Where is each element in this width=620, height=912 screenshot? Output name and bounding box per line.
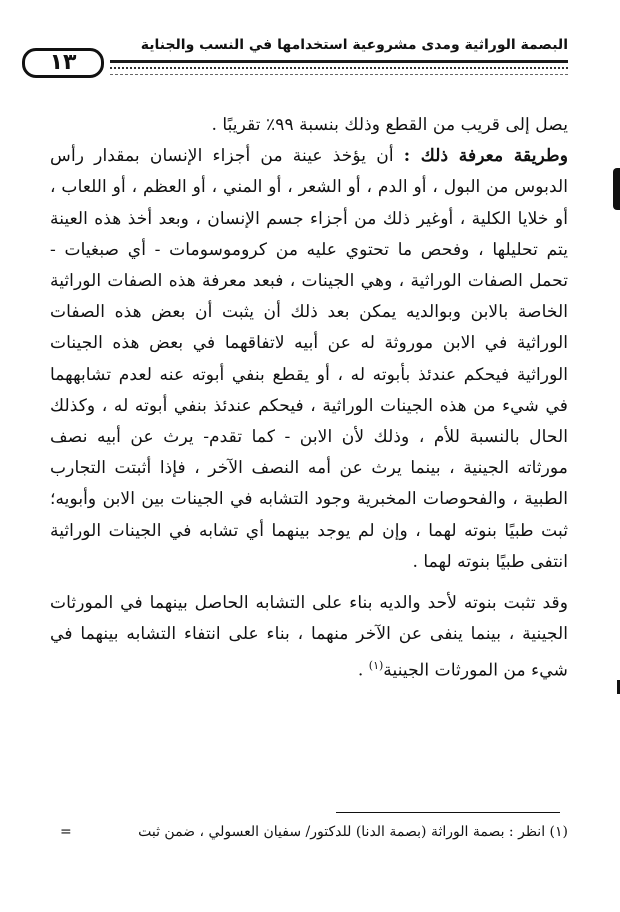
paragraph-3-end: . (357, 661, 369, 682)
page-number-badge (22, 48, 104, 78)
paragraph-1-text: يصل إلى قريب من القطع وذلك بنسبة ٩٩٪ تقريبًا . (211, 115, 568, 135)
header-dashed-rule (110, 74, 568, 75)
footnote-separator (336, 812, 560, 813)
paragraph-2-lead: وطريقة معرفة ذلك : (403, 146, 568, 167)
paragraph-1 (50, 110, 568, 141)
paragraph-2 (50, 141, 568, 578)
footnote-ref: (١) (368, 659, 384, 673)
paragraph-3-text: وقد تثبت بنوته لأحد والديه بناء على التشابه الحاصل بينهما في المورثات الجينية ، بينما ينفى عن الآخر منهما ، بناء على انتفاء التشابه بينهما في شيء من المورثات الجينية (50, 593, 568, 682)
page-number: ١٣ (49, 50, 77, 75)
footnote-continuation-mark: = (60, 824, 72, 840)
paragraph-3 (50, 588, 568, 687)
header-dotted-rule (110, 67, 568, 69)
footnote-text: (١) انظر : بصمة الوراثة (بصمة الدنا) للدكتور/ سفيان العسولي ، ضمن ثبت (138, 824, 568, 840)
header-rule (110, 60, 568, 63)
main-text (50, 110, 568, 687)
scan-edge-mark (613, 168, 620, 210)
running-header-title: البصمة الوراثية ومدى مشروعية استخدامها في النسب والجناية (140, 37, 568, 53)
paragraph-2-text: أن يؤخذ عينة من أجزاء الإنسان بمقدار رأس الدبوس من البول ، أو الدم ، أو الشعر ، أو المني ، أو العظم ، أو اللعاب ، أو خلايا الكلية ، أوغير ذلك من أجزاء جسم الإنسان ، وبعد أخذ هذه العينة يتم تحليلها ، وفحص ما تحتوي عليه من كروموسومات - أي صبغيات - تحمل الصفات الوراثية ، وهي الجينات ، فبعد معرفة هذه الصفات الوراثية الخاصة بالابن وبوالديه يمكن بعد ذلك أن يثبت أن بعض هذه الصفات الوراثية في الابن موروثة له عن أبيه لاتفاقهما في بعض هذه الجينات الوراثية فيحكم عندئذ بأبوته له ، أو يقطع بنفي أبوته عنه لعدم تشابههما في شيء من هذه الجينات الوراثية ، فيحكم عندئذ بنفي أبوته له ، وكذلك الحال بالنسبة للأم ، وذلك لأن الابن - كما تقدم- يرث عن أبيه نصف مورثاته الجينية ، بينما يرث عن أمه النصف الآخر ، فإذا أثبتت التجارب الطبية ، والفحوصات المخبرية وجود التشابه في الجينات بين الابن وأبويه؛ ثبت طبيًا بنوته لهما ، وإن لم يوجد بينهما أي تشابه في الجينات الوراثية انتفى طبيًا بنوته لهما . (50, 146, 568, 572)
footnote (60, 822, 568, 842)
